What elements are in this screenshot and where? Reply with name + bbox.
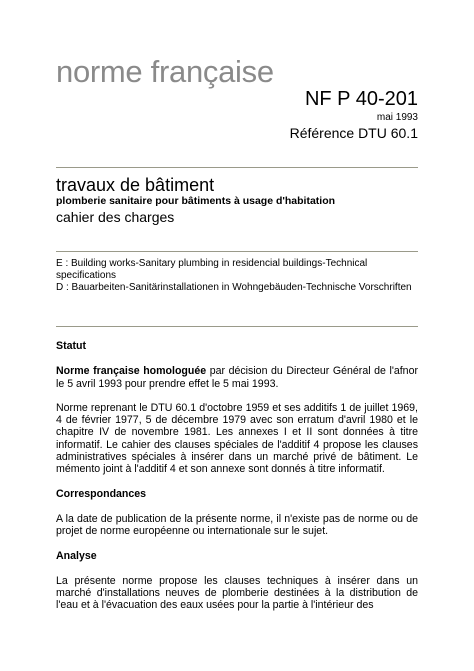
statut-paragraph-1 bbox=[56, 365, 418, 390]
statut-paragraph-2: Norme reprenant le DTU 60.1 d'octobre 1959 et ses additifs 1 de juillet 1969, 4 de février 1977, 5 de décembre 1979 avec son erratum d'avril 1980 et le chapitre IV de novembre 1981. Les annexes I et II sont données à titre informatif. Le cahier des clauses spéciales de l'additif 4 propose les clauses administratives spéciales à insérer dans un marché privé de bâtiment. Le mémento joint à l'additif 4 et son annexe sont donnés à titre informatif. bbox=[56, 401, 418, 476]
translation-german: D : Bauarbeiten-Sanitärinstallationen in Wohngebäuden-Technische Vorschriften bbox=[56, 282, 412, 293]
divider-top bbox=[56, 167, 418, 168]
analyse-paragraph: La présente norme propose les clauses techniques à insérer dans un marché d'installations neuves de plomberie destinées à la distribution de l'eau et à l'évacuation des eaux usées pour la partie à l'intérieur des bbox=[56, 574, 418, 612]
section-heading-statut: Statut bbox=[56, 340, 87, 352]
section-heading-analyse: Analyse bbox=[56, 549, 97, 562]
translations bbox=[56, 258, 418, 294]
dtu-reference: Référence DTU 60.1 bbox=[289, 125, 418, 141]
title-main: travaux de bâtiment bbox=[56, 175, 215, 195]
statut-paragraph-1-text: par décision du Directeur Général de l'afnor le 5 avril 1993 pour prendre effet le 5 mai 1993. bbox=[56, 365, 418, 390]
brand-title: norme française bbox=[56, 54, 274, 89]
translation-english: E : Building works-Sanitary plumbing in residencial buildings-Technical specifications bbox=[56, 258, 368, 281]
document-type: cahier des charges bbox=[56, 209, 175, 225]
reference-number: NF P 40-201 bbox=[304, 88, 418, 110]
publication-date: mai 1993 bbox=[376, 112, 418, 123]
correspondances-paragraph: A la date de publication de la présente norme, il n'existe pas de norme ou de projet de norme européenne ou internationale sur le sujet. bbox=[56, 512, 418, 538]
section-heading-correspondances: Correspondances bbox=[56, 487, 147, 500]
statut-lead: Norme française homologuée bbox=[56, 365, 207, 378]
title-block bbox=[56, 175, 418, 226]
divider-bottom bbox=[56, 326, 418, 327]
title-subtitle: plomberie sanitaire pour bâtiments à usage d'habitation bbox=[56, 195, 336, 207]
reference-block bbox=[290, 89, 418, 140]
body-text bbox=[56, 340, 418, 624]
divider-middle bbox=[56, 251, 418, 252]
